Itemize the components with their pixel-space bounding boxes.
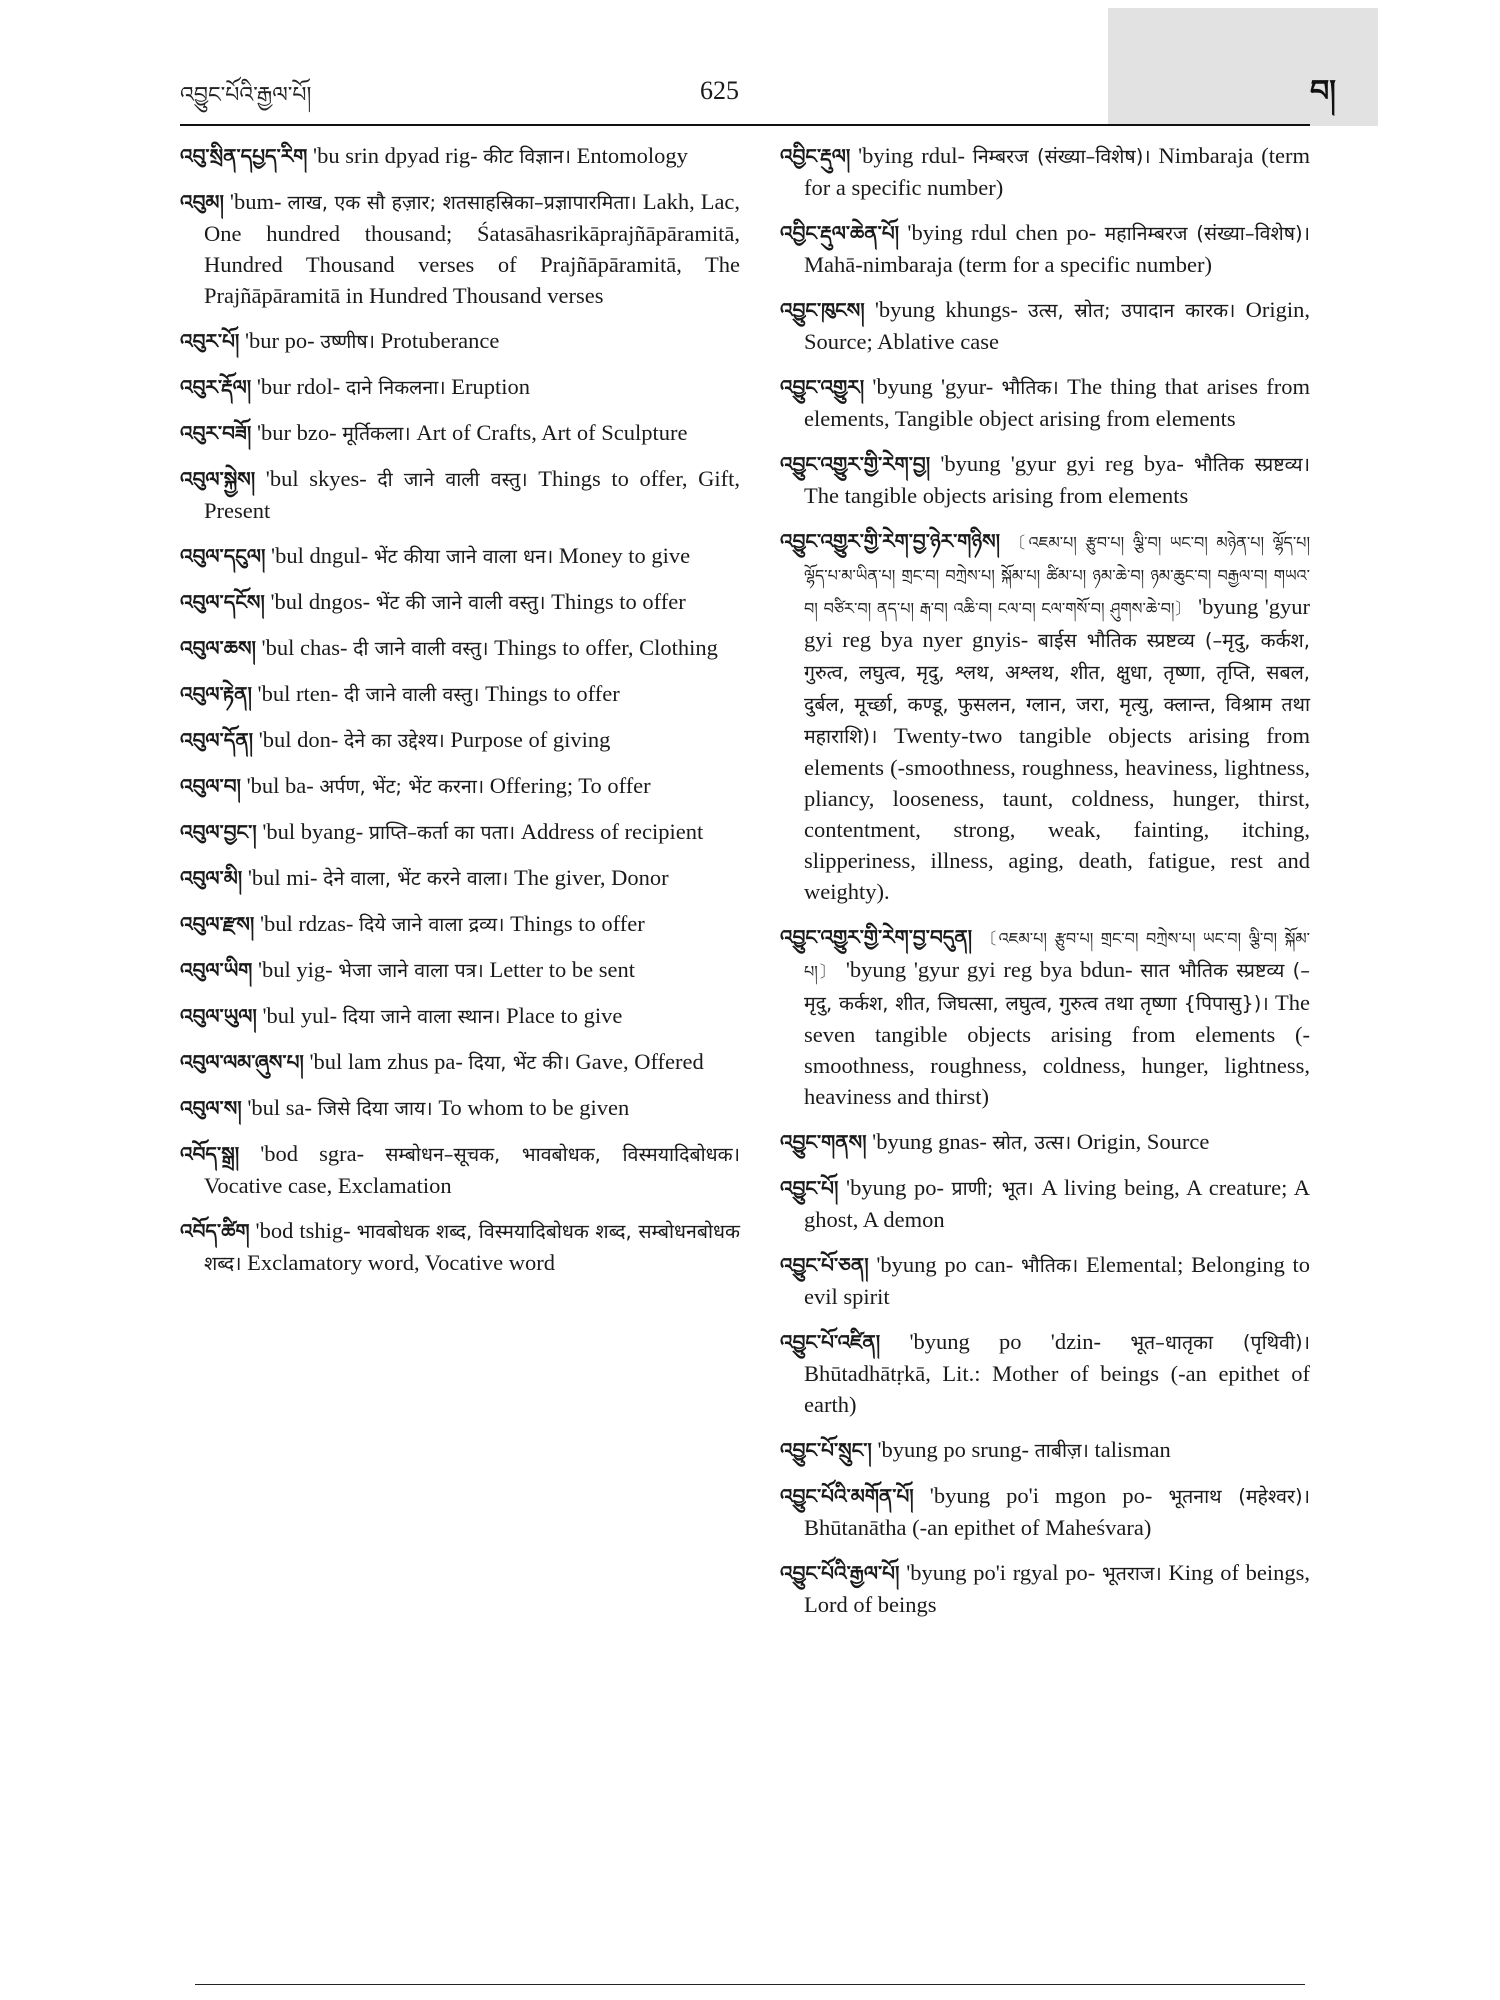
english-gloss: Vocative case, Exclamation bbox=[204, 1173, 452, 1198]
romanization: 'byung 'gyur gyi reg bya nyer gnyis- bbox=[804, 594, 1310, 652]
english-gloss: The thing that arises from elements, Tangible object arising from elements bbox=[804, 374, 1310, 431]
english-gloss: Things to offer, Gift, Present bbox=[204, 466, 741, 523]
romanization: 'bul ba- bbox=[246, 773, 314, 798]
tibetan-headword: འབུལ་བ། bbox=[180, 774, 241, 798]
tibetan-headword: འབྱུང་འགྱུར་གྱི་རེག་བྱ། bbox=[780, 452, 931, 476]
dictionary-entry bbox=[780, 140, 1310, 203]
english-gloss: Gave, Offered bbox=[575, 1049, 704, 1074]
romanization: 'byung gnas- bbox=[872, 1129, 987, 1154]
thumb-index-tab bbox=[1108, 8, 1378, 126]
dictionary-entry bbox=[780, 1480, 1310, 1543]
romanization: 'bying rdul chen po- bbox=[907, 220, 1097, 245]
hindi-gloss: उत्स, स्रोत; उपादान कारक। bbox=[1028, 299, 1236, 322]
hindi-gloss: बाईस भौतिक स्प्रष्टव्य (–मृदु, कर्कश, गुरुत्व, लघुत्व, मृदु, श्लथ, अश्लथ, शीत, क्षुधा, तृष्णा, तृप्ति, सबल, दुर्बल, मूर्च्छा, कण्डू, फुसलन, ग्लान, जरा, मृत्यु, क्लान्त, विश्राम तथा महाराशि)। bbox=[804, 629, 1311, 748]
english-gloss: Offering; To offer bbox=[489, 773, 651, 798]
dictionary-entry bbox=[780, 1434, 1310, 1466]
tibetan-headword: འབྱུང་གནས། bbox=[780, 1130, 867, 1154]
hindi-gloss: निम्बरज (संख्या–विशेष)। bbox=[972, 145, 1151, 168]
romanization: 'byung khungs- bbox=[874, 297, 1018, 322]
tibetan-headword: འབྱིང་རྡུལ་ཆེན་པོ། bbox=[780, 221, 900, 245]
romanization: 'byung po'i mgon po- bbox=[929, 1483, 1153, 1508]
romanization: 'byung 'gyur gyi reg bya- bbox=[940, 451, 1184, 476]
tibetan-headword: འབུལ་དངུལ། bbox=[180, 544, 266, 568]
dictionary-entry bbox=[780, 1126, 1310, 1158]
tibetan-headword: འབྱུང་པོ། bbox=[780, 1176, 839, 1200]
romanization: 'byung 'gyur- bbox=[872, 374, 994, 399]
dictionary-entry bbox=[180, 371, 740, 403]
english-gloss: Mahā-nimbaraja (term for a specific number) bbox=[804, 252, 1212, 277]
dictionary-entry bbox=[780, 1249, 1310, 1312]
english-gloss: Purpose of giving bbox=[450, 727, 611, 752]
tibetan-headword: འབྱུང་འགྱུར་གྱི་རེག་བྱ་བདུན། bbox=[780, 925, 973, 949]
dictionary-entry bbox=[780, 294, 1310, 357]
romanization: 'bod tshig- bbox=[255, 1218, 351, 1243]
romanization: 'byung po 'dzin- bbox=[909, 1329, 1102, 1354]
hindi-gloss: भावबोधक शब्द, विस्मयादिबोधक शब्द, सम्बोधनबोधक शब्द। bbox=[204, 1220, 740, 1275]
right-column bbox=[780, 140, 1310, 1634]
hindi-gloss: सम्बोधन–सूचक, भावबोधक, विस्मयादिबोधक। bbox=[385, 1143, 741, 1166]
romanization: 'byung po'i rgyal po- bbox=[906, 1560, 1096, 1585]
tibetan-headword: འབྱུང་ཁུངས། bbox=[780, 298, 865, 322]
tibetan-headword: འབྱུང་པོ་སྲུང་། bbox=[780, 1438, 872, 1462]
english-gloss: Entomology bbox=[576, 143, 688, 168]
dictionary-entry bbox=[180, 1138, 740, 1201]
dictionary-entry bbox=[180, 417, 740, 449]
hindi-gloss: दी जाने वाली वस्तु। bbox=[353, 637, 489, 660]
hindi-gloss: सात भौतिक स्प्रष्टव्य (–मृदु, कर्कश, शीत, जिघत्सा, लघुत्व, गुरुत्व तथा तृष्णा {पिपासु})। bbox=[804, 959, 1310, 1015]
hindi-gloss: ताबीज़। bbox=[1034, 1439, 1089, 1462]
romanization: 'byung po- bbox=[846, 1175, 944, 1200]
dictionary-entry bbox=[180, 540, 740, 572]
tibetan-headword: འབུལ་མི། bbox=[180, 866, 243, 890]
dictionary-entry bbox=[780, 921, 1310, 1112]
hindi-gloss: दाने निकलना। bbox=[345, 376, 446, 399]
romanization: 'bul rdzas- bbox=[259, 911, 354, 936]
dictionary-entry bbox=[180, 678, 740, 710]
english-gloss: Place to give bbox=[506, 1003, 623, 1028]
english-gloss: The giver, Donor bbox=[514, 865, 669, 890]
hindi-gloss: भौतिक स्प्रष्टव्य। bbox=[1193, 453, 1311, 476]
english-gloss: The seven tangible objects arising from elements (-smoothness, roughness, coldness, hunger, lightness, heaviness and thirst) bbox=[804, 990, 1310, 1109]
tibetan-headword: འབུལ་ཆས། bbox=[180, 636, 256, 660]
tibetan-headword: འབུར་པོ། bbox=[180, 329, 240, 353]
english-gloss: talisman bbox=[1094, 1437, 1171, 1462]
dictionary-entry bbox=[780, 525, 1310, 907]
tibetan-headword: འབུར་བཟོ། bbox=[180, 421, 252, 445]
dictionary-entry bbox=[180, 908, 740, 940]
english-gloss: Twenty-two tangible objects arising from elements (-smoothness, roughness, heaviness, lightness, pliancy, looseness, taunt, coldness, hunger, thirst, contentment, strong, weak, fainting, itching, slipperiness, illness, aging, death, fatigue, rest and weighty). bbox=[804, 723, 1311, 904]
dictionary-entry bbox=[780, 371, 1310, 434]
thumb-index-letter: བ། bbox=[1310, 74, 1336, 109]
hindi-gloss: लाख, एक सौ हज़ार; शतसाहस्रिका–प्रज्ञापारमिता। bbox=[287, 191, 637, 214]
tibetan-headword: འབུམ། bbox=[180, 190, 224, 214]
hindi-gloss: उष्णीष। bbox=[320, 330, 376, 353]
hindi-gloss: भेजा जाने वाला पत्र। bbox=[338, 959, 484, 982]
tibetan-headword: འབུལ་བྱང་། bbox=[180, 820, 257, 844]
tibetan-headword: འབྱུང་འགྱུར། bbox=[780, 375, 865, 399]
dictionary-entry bbox=[180, 1000, 740, 1032]
hindi-gloss: प्राणी; भूत। bbox=[951, 1177, 1034, 1200]
english-gloss: Lakh, Lac, One hundred thousand; Śatasāhasrikāprajñāpāramitā, Hundred Thousand verses of Prajñāpāramitā, The Prajñāpāramitā in Hundred Thousand verses bbox=[204, 189, 741, 308]
romanization: 'bur po- bbox=[244, 328, 315, 353]
hindi-gloss: भूत–धातृका (पृथिवी)। bbox=[1130, 1331, 1311, 1354]
dictionary-entry bbox=[180, 325, 740, 357]
romanization: 'bur bzo- bbox=[256, 420, 337, 445]
tibetan-headword: འབུར་རྡོལ། bbox=[180, 375, 252, 399]
hindi-gloss: मूर्तिकला। bbox=[342, 422, 411, 445]
romanization: 'byung 'gyur gyi reg bya bdun- bbox=[845, 957, 1133, 982]
english-gloss: Money to give bbox=[558, 543, 691, 568]
dictionary-entry bbox=[180, 186, 740, 311]
english-gloss: Things to offer bbox=[485, 681, 620, 706]
romanization: 'bul mi- bbox=[247, 865, 318, 890]
romanization: 'bul sa- bbox=[247, 1095, 312, 1120]
header-rule bbox=[180, 124, 1310, 126]
english-gloss: Elemental; Belonging to evil spirit bbox=[804, 1252, 1311, 1309]
tibetan-headword: འབུལ་དངོས། bbox=[180, 590, 265, 614]
dictionary-entry bbox=[180, 724, 740, 756]
romanization: 'bul chas- bbox=[261, 635, 348, 660]
dictionary-entry bbox=[180, 140, 740, 172]
dictionary-entry bbox=[780, 217, 1310, 280]
tibetan-headword: འབུལ་དོན། bbox=[180, 728, 254, 752]
romanization: 'bul rten- bbox=[257, 681, 339, 706]
english-gloss: Nimbaraja (term for a specific number) bbox=[804, 143, 1311, 200]
dictionary-entry bbox=[180, 816, 740, 848]
english-gloss: Things to offer, Clothing bbox=[494, 635, 718, 660]
hindi-gloss: भौतिक। bbox=[1020, 1254, 1079, 1277]
romanization: 'bul skyes- bbox=[265, 466, 367, 491]
dictionary-entry bbox=[780, 448, 1310, 511]
english-gloss: Eruption bbox=[451, 374, 531, 399]
romanization: 'bul yul- bbox=[262, 1003, 338, 1028]
tibetan-note: 〔འཇམ་པ། རྩུབ་པ། ལྕི་བ། ཡང་བ། མཉེན་པ། ལྷོད་པ། ལྷོད་པ་མ་ཡིན་པ། གྲང་བ། བཀྲེས་པ། སྐོམ་པ། ཚིམ་པ། ཉམ་ཆེ་བ། ཉམ་ཆུང་བ། བརྒྱལ་བ། གཡའ་བ། བཙིར་བ། ནད་པ། རྒ་བ། འཆི་བ། ངལ་བ། ངལ་གསོ་བ། ཤུགས་ཆེ་བ།〕 bbox=[804, 533, 1310, 618]
romanization: 'bul dngul- bbox=[271, 543, 369, 568]
running-head: འབྱུང་པོའི་རྒྱལ་པོ། bbox=[180, 83, 312, 108]
left-column bbox=[180, 140, 740, 1293]
dictionary-entry bbox=[180, 586, 740, 618]
hindi-gloss: भेंट कीया जाने वाला धन। bbox=[373, 545, 554, 568]
dictionary-entry bbox=[180, 1046, 740, 1078]
english-gloss: Origin, Source; Ablative case bbox=[804, 297, 1311, 354]
hindi-gloss: अर्पण, भेंट; भेंट करना। bbox=[319, 775, 485, 798]
english-gloss: Exclamatory word, Vocative word bbox=[247, 1250, 555, 1275]
tibetan-headword: འབྱུང་འགྱུར་གྱི་རེག་བྱ་ཉེར་གཉིས། bbox=[780, 529, 1001, 553]
dictionary-entry bbox=[780, 1326, 1310, 1420]
tibetan-headword: འབྱིང་རྡུལ། bbox=[780, 144, 851, 168]
english-gloss: King of beings, Lord of beings bbox=[804, 1560, 1311, 1617]
hindi-gloss: भेंट की जाने वाली वस्तु। bbox=[375, 591, 546, 614]
hindi-gloss: जिसे दिया जाय। bbox=[317, 1097, 433, 1120]
tibetan-headword: འབྱུང་པོའི་རྒྱལ་པོ། bbox=[780, 1561, 900, 1585]
romanization: 'byung po can- bbox=[876, 1252, 1014, 1277]
romanization: 'bul yig- bbox=[257, 957, 333, 982]
romanization: 'bu srin dpyad rig- bbox=[313, 143, 478, 168]
hindi-gloss: दिया जाने वाला स्थान। bbox=[342, 1005, 501, 1028]
english-gloss: Things to offer bbox=[551, 589, 686, 614]
hindi-gloss: दी जाने वाली वस्तु। bbox=[377, 468, 528, 491]
tibetan-headword: འབོད་ཚིག bbox=[180, 1219, 250, 1243]
romanization: 'bying rdul- bbox=[858, 143, 965, 168]
tibetan-headword: འབོད་སྒྲ། bbox=[180, 1142, 240, 1166]
tibetan-headword: འབུལ་ཡུལ། bbox=[180, 1004, 257, 1028]
english-gloss: Art of Crafts, Art of Sculpture bbox=[416, 420, 688, 445]
footer-rule bbox=[195, 1984, 1305, 1985]
hindi-gloss: दिये जाने वाला द्रव्य। bbox=[358, 913, 505, 936]
english-gloss: A living being, A creature; A ghost, A demon bbox=[804, 1175, 1311, 1232]
english-gloss: Address of recipient bbox=[520, 819, 704, 844]
tibetan-headword: འབུལ་རྫས། bbox=[180, 912, 255, 936]
dictionary-entry bbox=[780, 1172, 1310, 1235]
romanization: 'bul lam zhus pa- bbox=[309, 1049, 463, 1074]
english-gloss: Bhūtanātha (-an epithet of Maheśvara) bbox=[804, 1515, 1152, 1540]
tibetan-headword: འབུལ་རྟེན། bbox=[180, 682, 252, 706]
hindi-gloss: भूतनाथ (महेश्वर)। bbox=[1168, 1485, 1310, 1508]
hindi-gloss: कीट विज्ञान। bbox=[483, 145, 572, 168]
english-gloss: To whom to be given bbox=[438, 1095, 630, 1120]
tibetan-headword: འབུལ་ས། bbox=[180, 1096, 242, 1120]
english-gloss: Letter to be sent bbox=[489, 957, 636, 982]
hindi-gloss: दी जाने वाली वस्तु। bbox=[344, 683, 480, 706]
tibetan-headword: འབུལ་ཡིག bbox=[180, 958, 253, 982]
dictionary-entry bbox=[180, 632, 740, 664]
hindi-gloss: देने का उद्देश्य। bbox=[344, 729, 445, 752]
page-number: 625 bbox=[700, 76, 739, 105]
romanization: 'bul don- bbox=[258, 727, 339, 752]
hindi-gloss: महानिम्बरज (संख्या–विशेष)। bbox=[1104, 222, 1311, 245]
romanization: 'bum- bbox=[229, 189, 282, 214]
page-header bbox=[0, 0, 1500, 130]
dictionary-entry bbox=[780, 1557, 1310, 1620]
hindi-gloss: देने वाला, भेंट करने वाला। bbox=[323, 867, 509, 890]
english-gloss: Bhūtadhātṛkā, Lit.: Mother of beings (-an epithet of earth) bbox=[804, 1361, 1310, 1417]
dictionary-entry bbox=[180, 463, 740, 526]
dictionary-entry bbox=[180, 770, 740, 802]
romanization: 'byung po srung- bbox=[877, 1437, 1030, 1462]
tibetan-headword: འབྱུང་པོ་ཅན། bbox=[780, 1253, 869, 1277]
tibetan-note: 〔འཇམ་པ། རྩུབ་པ། གྲང་བ། བཀྲེས་པ། ཡང་བ། ལྕི་བ། སྐོམ་པ།〕 bbox=[804, 929, 1310, 981]
english-gloss: Protuberance bbox=[380, 328, 500, 353]
hindi-gloss: भौतिक। bbox=[1001, 376, 1059, 399]
english-gloss: Origin, Source bbox=[1076, 1129, 1210, 1154]
romanization: 'bur rdol- bbox=[256, 374, 341, 399]
hindi-gloss: प्राप्ति–कर्ता का पता। bbox=[368, 821, 516, 844]
english-gloss: Things to offer bbox=[510, 911, 645, 936]
hindi-gloss: स्रोत, उत्स। bbox=[992, 1131, 1072, 1154]
dictionary-entry bbox=[180, 954, 740, 986]
english-gloss: The tangible objects arising from elements bbox=[804, 483, 1189, 508]
tibetan-headword: འབྱུང་པོའི་མགོན་པོ། bbox=[780, 1484, 914, 1508]
dictionary-entry bbox=[180, 862, 740, 894]
romanization: 'bul byang- bbox=[262, 819, 364, 844]
romanization: 'bul dngos- bbox=[270, 589, 371, 614]
tibetan-headword: འབྱུང་པོ་འཛིན། bbox=[780, 1330, 881, 1354]
tibetan-headword: འབུལ་ལམ་ཞུས་པ། bbox=[180, 1050, 304, 1074]
romanization: 'bod sgra- bbox=[260, 1141, 365, 1166]
tibetan-headword: འབུལ་སྐྱེས། bbox=[180, 467, 256, 491]
hindi-gloss: भूतराज। bbox=[1102, 1562, 1162, 1585]
dictionary-entry bbox=[180, 1215, 740, 1279]
dictionary-entry bbox=[180, 1092, 740, 1124]
hindi-gloss: दिया, भेंट की। bbox=[468, 1051, 570, 1074]
tibetan-headword: འབུ་སྲིན་དཔྱད་རིག bbox=[180, 144, 308, 168]
